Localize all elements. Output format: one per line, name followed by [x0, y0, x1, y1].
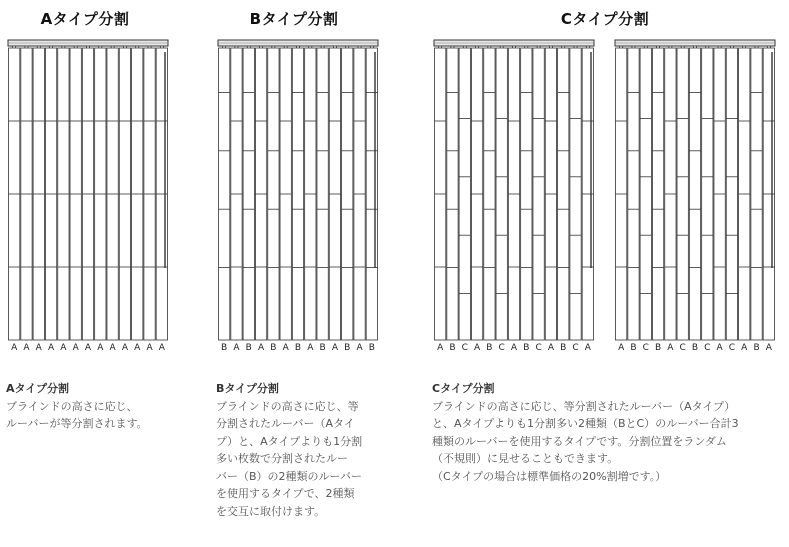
louver-type-label: A — [11, 343, 18, 353]
description-line: 多い枚数で分割されたルー — [216, 452, 348, 465]
louver-type-label: C — [498, 343, 505, 353]
louver-type-label: B — [523, 343, 530, 353]
description-line: を使用するタイプで、2種類 — [216, 487, 355, 500]
louver-type-label: C — [461, 343, 468, 353]
louver-type-label: B — [560, 343, 567, 353]
louver — [677, 48, 688, 340]
louver-type-label: A — [233, 343, 240, 353]
louver-type-label: C — [572, 343, 579, 353]
louver-type-label: A — [765, 343, 772, 353]
description-line: 分割されたルーバー（Aタイ — [216, 417, 355, 430]
louver-type-label: B — [270, 343, 277, 353]
louver — [366, 48, 377, 340]
louver — [702, 48, 713, 340]
louver-type-label: A — [35, 343, 42, 353]
louver-type-label: A — [547, 343, 555, 353]
louver-type-label: B — [319, 343, 326, 353]
louver-type-label: A — [716, 343, 723, 353]
description-line: 種類のルーバーを使用するタイプです。分割位置をランダム — [432, 434, 727, 448]
louver — [652, 48, 663, 340]
louver-type-label: A — [72, 343, 79, 353]
description-line: バー（B）の2種類のルーバー — [216, 469, 362, 483]
louver — [751, 48, 762, 340]
louver — [689, 48, 700, 340]
panel-title-c: Cタイプ分割 — [560, 10, 650, 28]
louver-type-label: B — [654, 343, 662, 353]
louver-type-label: A — [47, 343, 55, 353]
louver-type-label: B — [368, 343, 375, 353]
louver-type-label: A — [23, 343, 30, 353]
louver-type-label: A — [667, 343, 674, 353]
louver-type-label: B — [449, 343, 456, 353]
description-line: ブラインドの高さに応じ、 — [6, 399, 138, 413]
louver-type-label: A — [282, 343, 289, 353]
description-title-a: Aタイプ分割 — [6, 382, 69, 395]
louver — [219, 48, 230, 340]
description-title-c: Cタイプ分割 — [432, 382, 495, 395]
louver — [570, 48, 581, 340]
louver — [268, 48, 279, 340]
louver-type-label: A — [257, 343, 265, 353]
louver-type-label: B — [753, 343, 760, 353]
description-a — [6, 380, 206, 433]
louver-type-label: A — [109, 343, 116, 353]
panel-title-a: Aタイプ分割 — [40, 10, 130, 28]
louver-type-label: B — [294, 343, 302, 353]
description-line: と、Aタイプよりも1分割多い2種類（BとC）のルーバー合計3 — [432, 417, 739, 430]
description-b — [216, 380, 416, 520]
louver-type-label: A — [97, 343, 104, 353]
louver-type-label: A — [134, 343, 141, 353]
louver-type-label: A — [618, 343, 625, 353]
louver-type-label: A — [331, 343, 339, 353]
louver — [558, 48, 569, 340]
louver — [317, 48, 328, 340]
louver-type-label: C — [642, 343, 649, 353]
louver — [292, 48, 303, 340]
louver-type-label: A — [437, 343, 444, 353]
louver-type-label: A — [584, 343, 591, 353]
louver — [496, 48, 507, 340]
louver — [726, 48, 737, 340]
louver-type-label: C — [535, 343, 542, 353]
description-c — [432, 380, 782, 485]
louver-type-label: C — [704, 343, 711, 353]
blind-diagram-a — [6, 34, 170, 352]
louver — [484, 48, 495, 340]
louver-type-label: A — [510, 343, 518, 353]
louver-type-label: A — [158, 343, 165, 353]
description-line: プ）と、Aタイプよりも1分割 — [216, 434, 363, 448]
panel-title-b: Bタイプ分割 — [249, 10, 339, 28]
louver-type-label: C — [679, 343, 686, 353]
louver-type-label: B — [691, 343, 699, 353]
louver — [342, 48, 353, 340]
description-line: （不規則）に見せることもできます。 — [432, 452, 619, 465]
louver-type-label: A — [146, 343, 153, 353]
louver-type-label: C — [728, 343, 736, 353]
description-line: ブラインドの高さに応じ、等 — [216, 399, 359, 413]
description-line: ブラインドの高さに応じ、等分割されたルーバー（Aタイプ） — [432, 399, 736, 413]
louver — [533, 48, 544, 340]
blind-diagram-b — [216, 34, 380, 352]
louver — [243, 48, 254, 340]
blind-diagram-c-left — [432, 34, 596, 352]
louver — [628, 48, 639, 340]
louver — [447, 48, 458, 340]
description-title-b: Bタイプ分割 — [216, 382, 279, 395]
description-line: （Cタイプの場合は標準価格の20%割増です。） — [432, 469, 667, 483]
louver — [640, 48, 651, 340]
louver-type-label: B — [630, 343, 637, 353]
louver — [459, 48, 470, 340]
louver-type-label: B — [344, 343, 351, 353]
description-line: ルーバーが等分割されます。 — [6, 417, 148, 430]
louver-type-label: A — [473, 343, 481, 353]
louver — [521, 48, 532, 340]
louver-type-label: A — [741, 343, 748, 353]
louver-type-label: A — [356, 343, 363, 353]
louver-type-label: B — [221, 343, 228, 353]
louver-type-label: A — [307, 343, 314, 353]
louver-type-label: B — [486, 343, 493, 353]
blind-diagram-c-right — [613, 34, 777, 352]
louver-type-label: B — [245, 343, 252, 353]
louver-type-label: A — [121, 343, 129, 353]
louver-type-label: A — [60, 343, 67, 353]
louver-type-label: A — [84, 343, 92, 353]
description-line: を交互に取付けます。 — [216, 504, 326, 518]
